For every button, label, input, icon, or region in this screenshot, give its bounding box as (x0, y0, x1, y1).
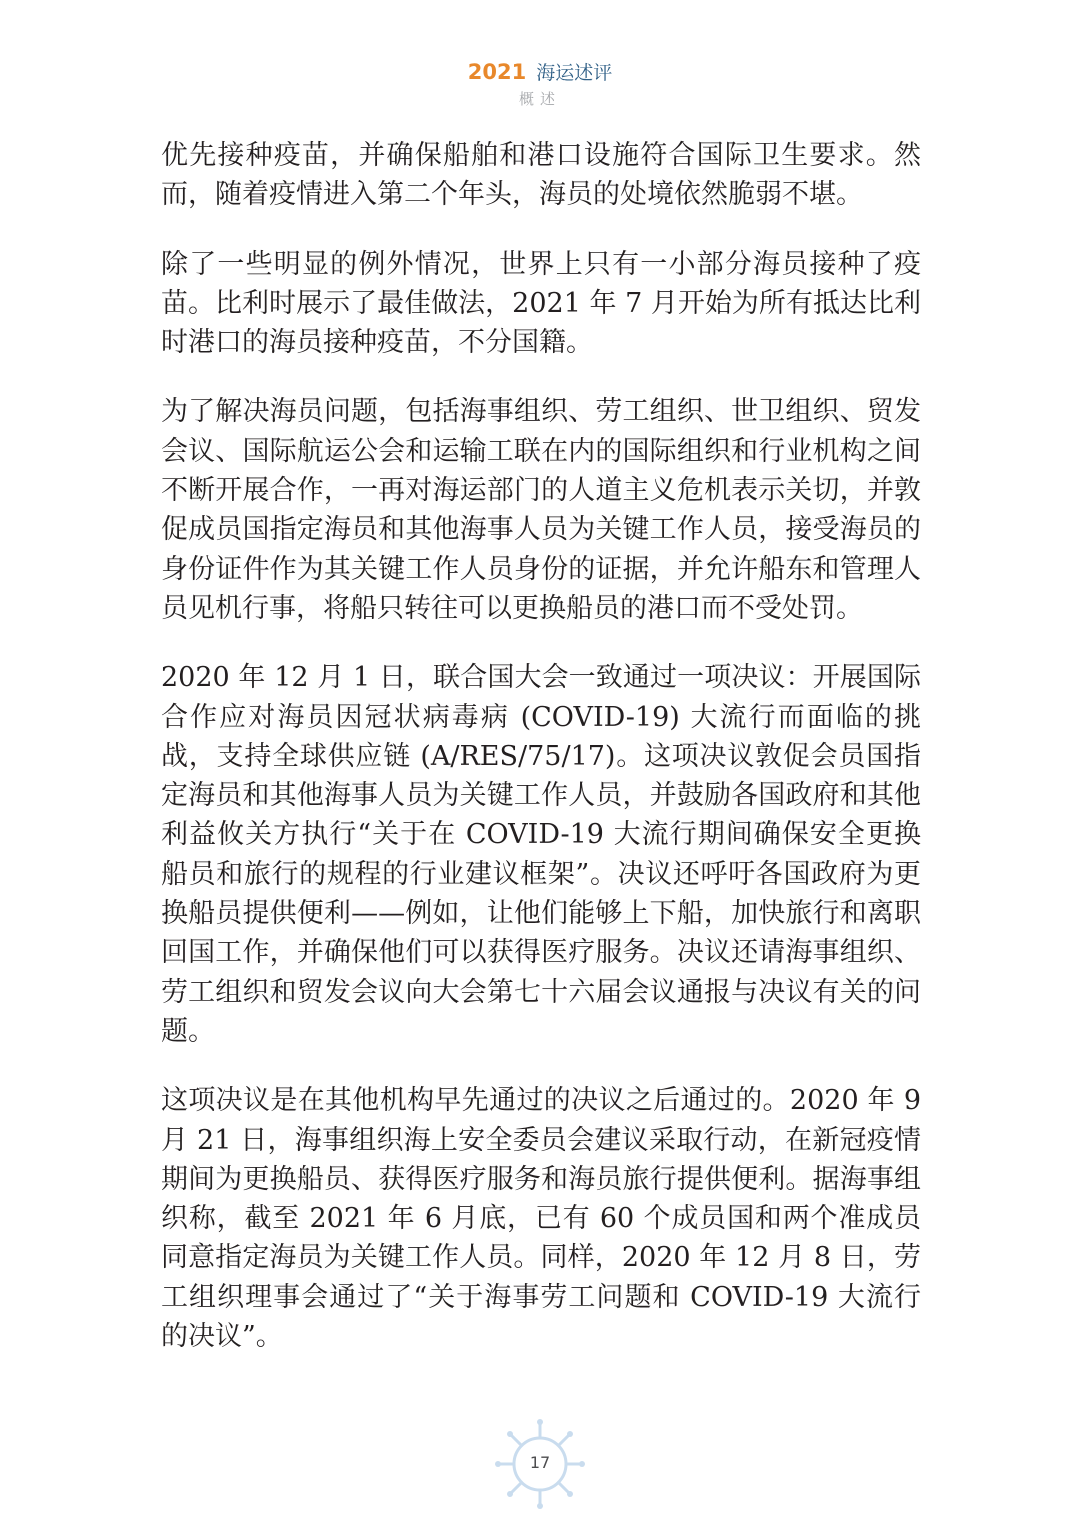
page-number: 17 (529, 1453, 551, 1472)
page-header (0, 58, 1080, 111)
body-text (161, 136, 921, 1386)
header-year: 2021 (467, 60, 527, 84)
paragraph: 2020 年 12 月 1 日，联合国大会一致通过一项决议：开展国际合作应对海员因冠状病毒病 (COVID-19) 大流行而面临的挑战，支持全球供应链 (A/RES/75/17)。这项决议敦促会员国指定海员和其他海事人员为关键工作人员，并鼓励各国政府和其他利益攸关方执行“关于在 COVID-19 大流行期间确保安全更换船员和旅行的规程的行业建议框架”。决议还呼吁各国政府为更换船员提供便利——例如，让他们能够上下船，加快旅行和离职回国工作，并确保他们可以获得医疗服务。决议还请海事组织、劳工组织和贸发会议向大会第七十六届会议通报与决议有关的问题。 (161, 662, 921, 1047)
paragraph: 优先接种疫苗，并确保船舶和港口设施符合国际卫生要求。然而，随着疫情进入第二个年头，海员的处境依然脆弱不堪。 (161, 140, 921, 211)
header-title: 海运述评 (536, 62, 613, 84)
page-footer (490, 1418, 590, 1518)
paragraph: 除了一些明显的例外情况，世界上只有一小部分海员接种了疫苗。比利时展示了最佳做法，2021 年 7 月开始为所有抵达比利时港口的海员接种疫苗，不分国籍。 (161, 248, 921, 359)
paragraph: 这项决议是在其他机构早先通过的决议之后通过的。2020 年 9 月 21 日，海事组织海上安全委员会建议采取行动，在新冠疫情期间为更换船员、获得医疗服务和海员旅行提供便利。据海事组织称，截至 2021 年 6 月底，已有 60 个成员国和两个准成员同意指定海员为关键工作人员。同样，2020 年 12 月 8 日，劳工组织理事会通过了“关于海事劳工问题和 COVID-19 大流行的决议”。 (161, 1085, 921, 1353)
header-section: 概述 (518, 90, 561, 108)
paragraph: 为了解决海员问题，包括海事组织、劳工组织、世卫组织、贸发会议、国际航运公会和运输工联在内的国际组织和行业机构之间不断开展合作，一再对海运部门的人道主义危机表示关切，并敦促成员国指定海员和其他海事人员为关键工作人员，接受海员的身份证件作为其关键工作人员身份的证据，并允许船东和管理人员见机行事，将船只转往可以更换船员的港口而不受处罚。 (161, 396, 921, 624)
header-title-line (0, 58, 1080, 87)
